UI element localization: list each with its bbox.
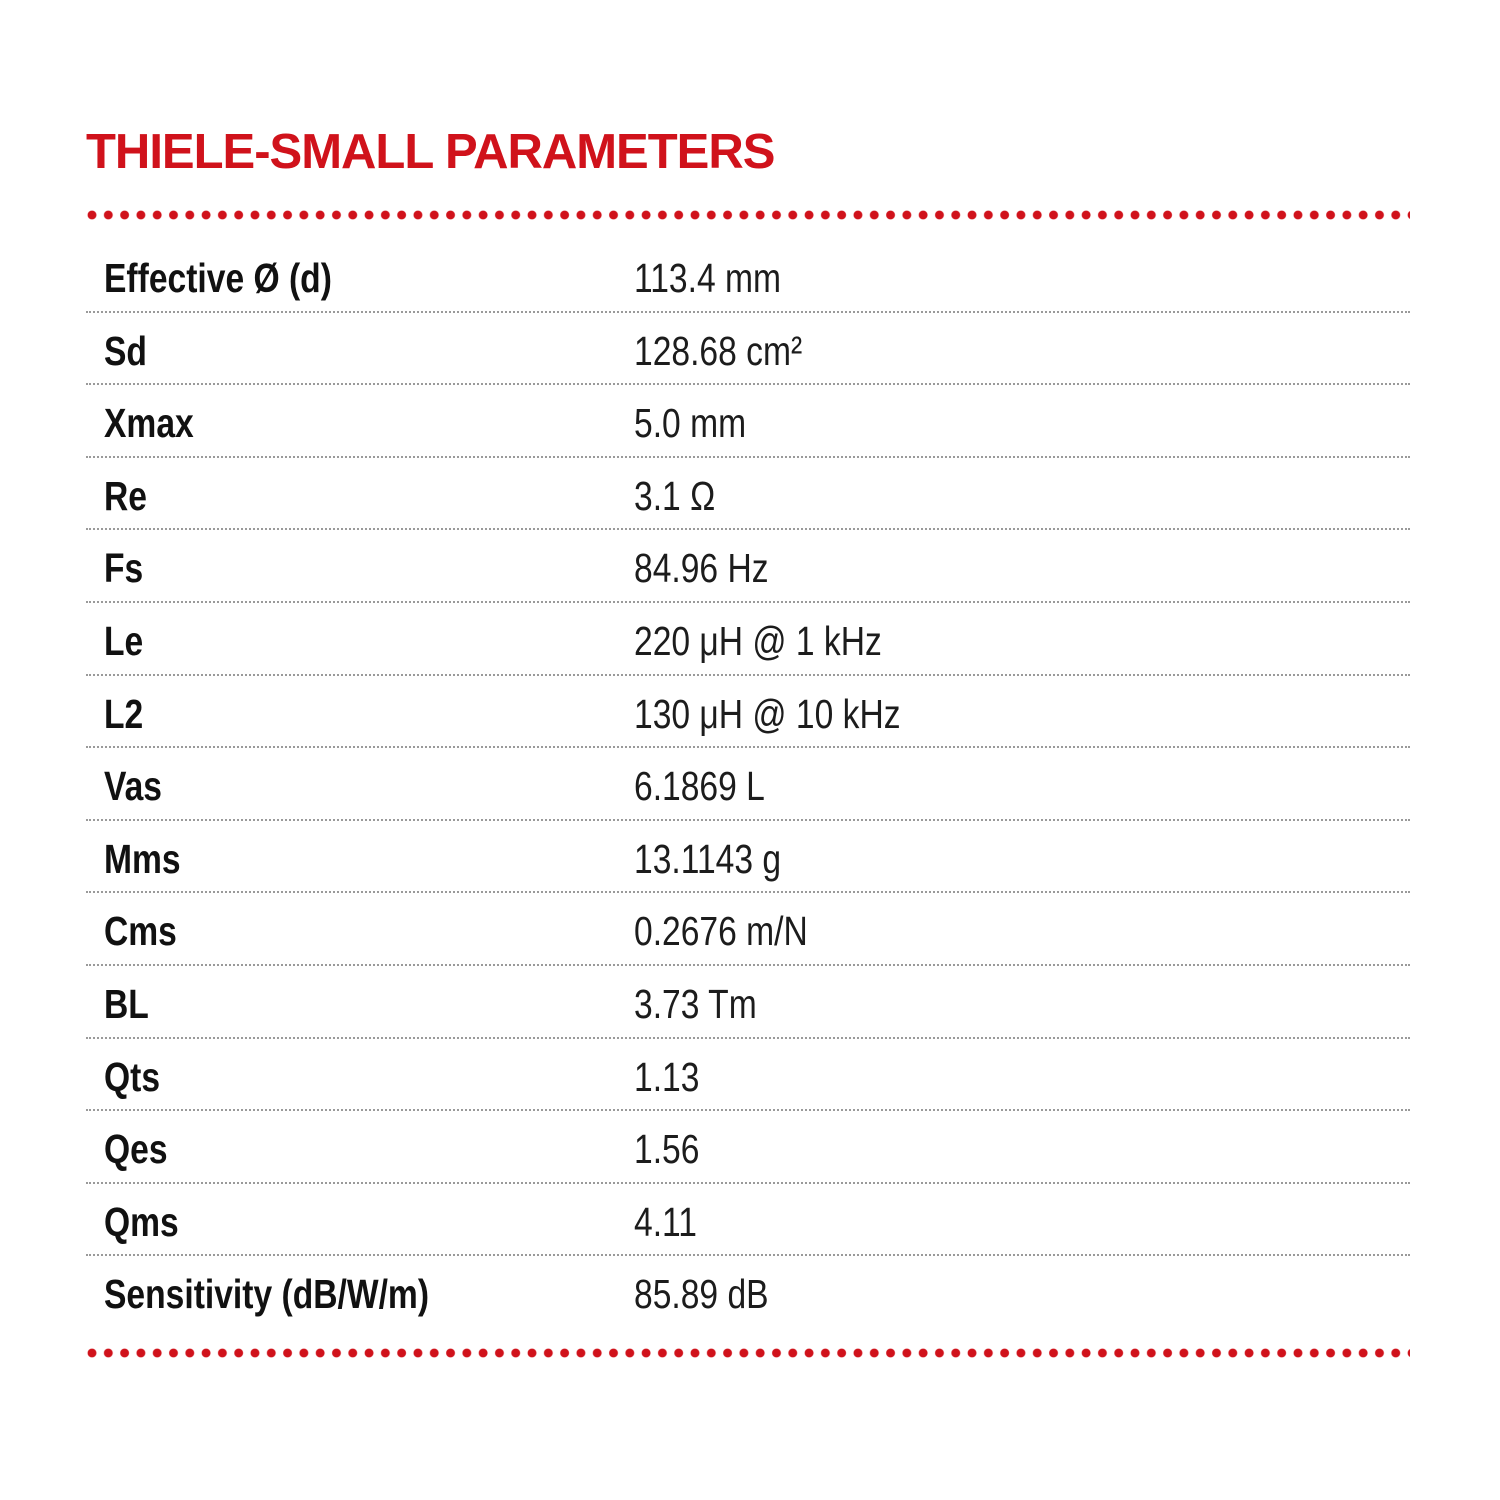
parameter-name: Qts <box>104 1053 161 1100</box>
parameter-name: Qes <box>104 1126 168 1173</box>
table-row <box>86 821 1410 894</box>
parameter-value: 1.13 <box>634 1053 700 1100</box>
table-row <box>86 1184 1410 1257</box>
parameter-name: Effective Ø (d) <box>104 255 332 301</box>
parameter-name: Re <box>104 472 147 519</box>
table-row <box>86 603 1410 676</box>
parameter-value: 1.56 <box>634 1126 700 1173</box>
parameter-value: 0.2676 m/N <box>634 908 808 955</box>
parameter-name: Sd <box>104 327 147 374</box>
parameter-value: 4.11 <box>634 1198 697 1245</box>
parameter-value: 85.89 dB <box>634 1271 769 1318</box>
table-row <box>86 385 1410 458</box>
parameter-name: Fs <box>104 545 144 592</box>
parameter-value: 3.73 Tm <box>634 980 757 1027</box>
table-row <box>86 530 1410 603</box>
parameter-name: BL <box>104 980 149 1027</box>
parameter-value: 113.4 mm <box>634 255 781 301</box>
table-row <box>86 966 1410 1039</box>
top-dotted-divider <box>86 209 1410 221</box>
table-row <box>86 1039 1410 1112</box>
parameter-value: 6.1869 L <box>634 763 765 810</box>
page-title: THIELE-SMALL PARAMETERS <box>86 125 775 179</box>
table-row <box>86 313 1410 386</box>
table-row <box>86 748 1410 821</box>
parameter-name: Cms <box>104 908 177 955</box>
parameter-name: Xmax <box>104 400 194 447</box>
table-row <box>86 240 1410 313</box>
parameter-name: Sensitivity (dB/W/m) <box>104 1271 430 1318</box>
table-row <box>86 1111 1410 1184</box>
parameter-name: Vas <box>104 763 162 810</box>
table-row <box>86 458 1410 531</box>
parameters-table <box>86 240 1410 1329</box>
parameter-name: Le <box>104 617 144 664</box>
parameter-value: 5.0 mm <box>634 400 747 447</box>
parameter-name: Qms <box>104 1198 179 1245</box>
parameter-value: 13.1143 g <box>634 835 782 882</box>
table-row <box>86 1256 1410 1329</box>
parameter-value: 130 μH @ 10 kHz <box>634 690 901 737</box>
bottom-dotted-divider <box>86 1347 1410 1359</box>
table-row <box>86 676 1410 749</box>
parameter-name: L2 <box>104 690 144 737</box>
parameter-value: 3.1 Ω <box>634 472 716 519</box>
table-row <box>86 893 1410 966</box>
parameter-value: 128.68 cm² <box>634 327 803 374</box>
parameter-value: 84.96 Hz <box>634 545 769 592</box>
parameter-name: Mms <box>104 835 181 882</box>
parameter-value: 220 μH @ 1 kHz <box>634 617 882 664</box>
